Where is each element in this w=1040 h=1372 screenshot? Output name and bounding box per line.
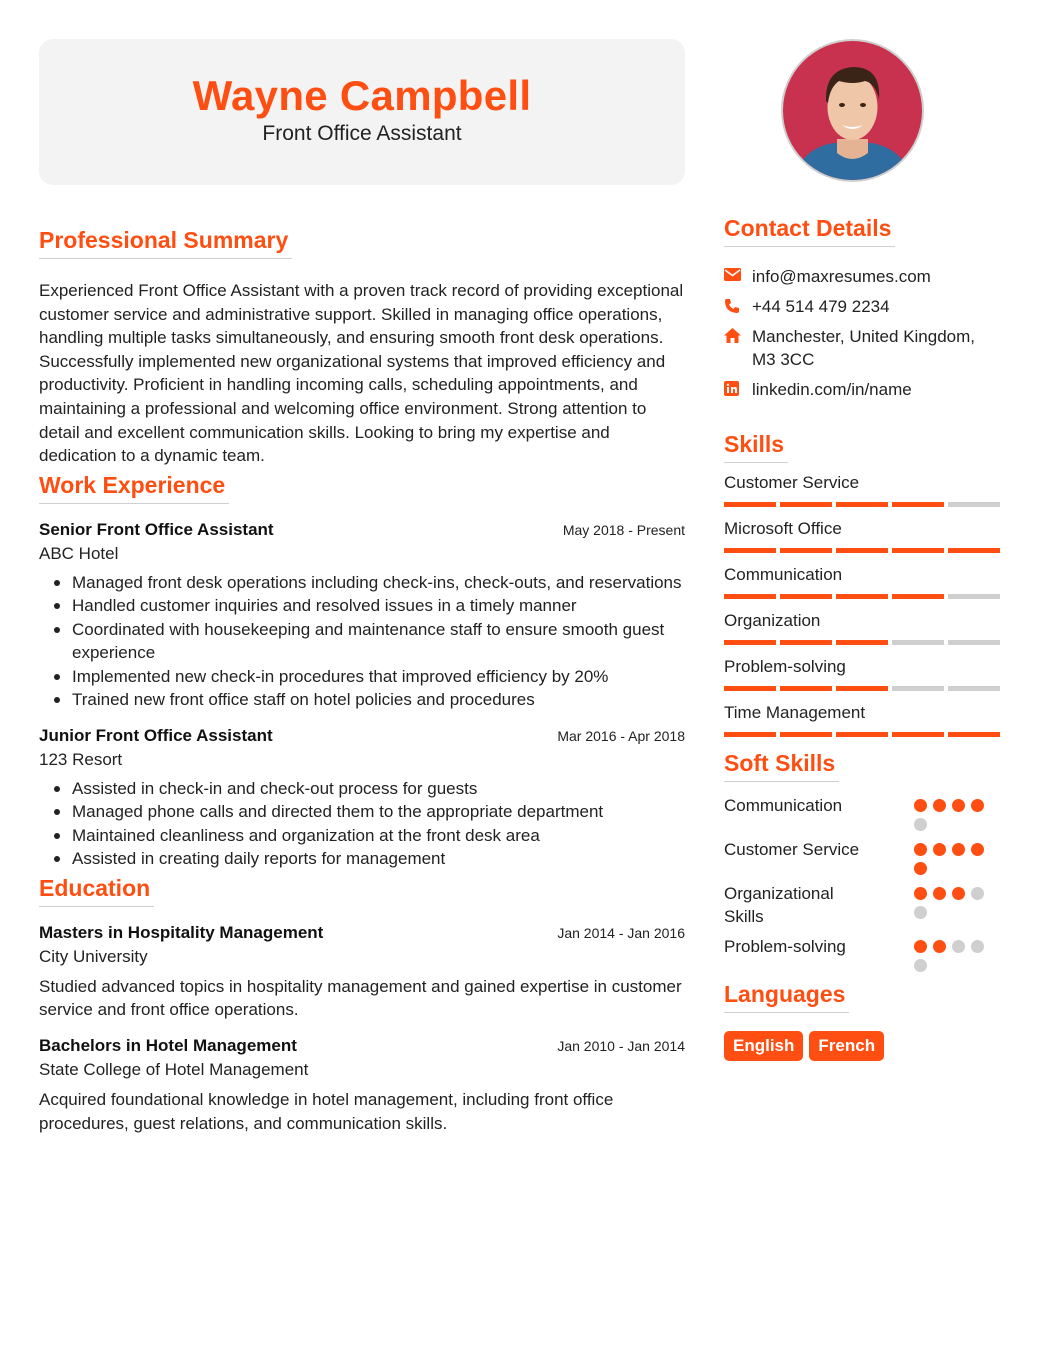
- skill-level-segment: [724, 640, 776, 645]
- skill-name: Communication: [724, 565, 843, 584]
- skill-name: Customer Service: [724, 473, 860, 492]
- rating-dot: [952, 799, 965, 812]
- list-item: Assisted in creating daily reports for management: [39, 847, 685, 871]
- skill-level-segment: [892, 686, 944, 691]
- contact-email: [724, 265, 1000, 288]
- skill-level-segment: [948, 686, 1000, 691]
- rating-dot: [914, 959, 927, 972]
- rating-dot: [914, 843, 927, 856]
- soft-skill-item: [724, 935, 1000, 972]
- skill-level-segment: [892, 548, 944, 553]
- skill-item: [724, 656, 1000, 691]
- education-entry: [39, 921, 685, 1022]
- rating-dot: [933, 799, 946, 812]
- job-role: Junior Front Office Assistant: [39, 725, 273, 745]
- skill-level-segment: [892, 640, 944, 645]
- skill-level-segment: [836, 548, 888, 553]
- rating-dot: [933, 843, 946, 856]
- skill-level-segment: [892, 732, 944, 737]
- skill-level-segment: [780, 594, 832, 599]
- linkedin-icon: [724, 378, 752, 396]
- candidate-name: Wayne Campbell: [192, 72, 532, 119]
- soft-skill-item: [724, 882, 1000, 928]
- list-item: Maintained cleanliness and organization at the front desk area: [39, 824, 685, 848]
- soft-skill-item: [724, 794, 1000, 831]
- skill-level-segment: [724, 732, 776, 737]
- skill-item: [724, 702, 1000, 737]
- address-line-1: Manchester, United Kingdom,: [752, 327, 976, 346]
- skill-level-segment: [892, 502, 944, 507]
- degree-name: Masters in Hospitality Management: [39, 922, 324, 942]
- soft-skill-item: [724, 838, 1000, 875]
- skill-level-bar: [724, 502, 1000, 507]
- home-icon: [724, 325, 752, 343]
- rating-dot: [952, 843, 965, 856]
- header-box: [39, 39, 685, 185]
- education-dates: Jan 2010 - Jan 2014: [557, 1037, 685, 1054]
- skill-level-segment: [836, 594, 888, 599]
- skill-level-segment: [780, 732, 832, 737]
- list-item: Trained new front office staff on hotel policies and procedures: [39, 688, 685, 712]
- skill-level-segment: [948, 594, 1000, 599]
- list-item: Coordinated with housekeeping and maintenance staff to ensure smooth guest experience: [39, 618, 685, 665]
- skill-level-segment: [724, 594, 776, 599]
- soft-skill-rating: [914, 882, 1000, 919]
- education-dates: Jan 2014 - Jan 2016: [557, 924, 685, 941]
- skill-level-segment: [836, 502, 888, 507]
- job-bullets: [39, 777, 685, 871]
- soft-skill-rating: [914, 838, 1000, 875]
- rating-dot: [914, 906, 927, 919]
- skill-level-segment: [836, 640, 888, 645]
- skill-level-segment: [724, 548, 776, 553]
- list-item: Assisted in check-in and check-out process for guests: [39, 777, 685, 801]
- job-dates: May 2018 - Present: [562, 521, 685, 538]
- experience-heading: Work Experience: [39, 470, 229, 504]
- rating-dot: [971, 843, 984, 856]
- soft-skill-name: Customer Service: [724, 840, 860, 859]
- skill-name: Microsoft Office: [724, 519, 842, 538]
- skill-level-segment: [724, 502, 776, 507]
- soft-skill-name: Organizational Skills: [724, 884, 834, 926]
- skill-level-segment: [780, 686, 832, 691]
- skill-level-segment: [948, 502, 1000, 507]
- skill-level-segment: [836, 686, 888, 691]
- avatar: [781, 39, 924, 182]
- rating-dot: [971, 940, 984, 953]
- education-heading: Education: [39, 873, 154, 907]
- education-description: Studied advanced topics in hospitality management and gained expertise in customer service and front office operations.: [39, 976, 682, 1020]
- skills-heading: Skills: [724, 429, 788, 463]
- job-entry: [39, 724, 685, 871]
- soft-skill-name: Communication: [724, 796, 843, 815]
- contact-heading: Contact Details: [724, 213, 895, 247]
- school-name: City University: [39, 946, 148, 966]
- list-item: Implemented new check-in procedures that improved efficiency by 20%: [39, 665, 685, 689]
- skill-level-segment: [780, 548, 832, 553]
- skill-level-segment: [724, 686, 776, 691]
- skill-item: [724, 472, 1000, 507]
- degree-name: Bachelors in Hotel Management: [39, 1035, 297, 1055]
- language-tag: French: [809, 1031, 884, 1061]
- skill-level-segment: [948, 640, 1000, 645]
- contact-list: [724, 265, 1000, 401]
- skill-level-bar: [724, 686, 1000, 691]
- candidate-title: Front Office Assistant: [262, 122, 462, 145]
- soft-skills-heading: Soft Skills: [724, 748, 839, 782]
- skill-name: Problem-solving: [724, 657, 846, 676]
- soft-skills-list: [724, 794, 1000, 972]
- skill-level-segment: [948, 732, 1000, 737]
- summary-text: Experienced Front Office Assistant with a proven track record of providing exceptional customer service and administrative support. Skilled in managing office operations, handling multiple tasks simultaneously, and ensuring smooth front desk operations. Successfully implemented new organizational systems that improved efficiency and productivity. Proficient in handling incoming calls, scheduling appointments, and maintaining a professional and welcoming office environment. Strong attention to detail and excellent communication skills. Looking to bring my expertise and dedication to a dynamic team.: [39, 281, 684, 466]
- list-item: Managed front desk operations including check-ins, check-outs, and reservations: [39, 571, 685, 595]
- contact-phone: [724, 295, 1000, 318]
- rating-dot: [933, 940, 946, 953]
- skill-name: Time Management: [724, 703, 866, 722]
- skill-name: Organization: [724, 611, 821, 630]
- rating-dot: [914, 887, 927, 900]
- languages-list: [724, 1031, 1000, 1061]
- rating-dot: [952, 940, 965, 953]
- school-name: State College of Hotel Management: [39, 1059, 309, 1079]
- education-entry: [39, 1034, 685, 1135]
- list-item: Managed phone calls and directed them to the appropriate department: [39, 800, 685, 824]
- address-line-2: M3 3CC: [752, 350, 815, 369]
- rating-dot: [914, 862, 927, 875]
- skill-level-segment: [892, 594, 944, 599]
- job-entry: [39, 518, 685, 712]
- skill-level-bar: [724, 548, 1000, 553]
- list-item: Handled customer inquiries and resolved issues in a timely manner: [39, 594, 685, 618]
- skill-level-segment: [948, 548, 1000, 553]
- job-company: ABC Hotel: [39, 543, 119, 563]
- phone-icon: [724, 295, 752, 314]
- envelope-icon: [724, 265, 752, 281]
- job-bullets: [39, 571, 685, 712]
- skill-level-segment: [836, 732, 888, 737]
- job-company: 123 Resort: [39, 749, 123, 769]
- soft-skill-name: Problem-solving: [724, 937, 846, 956]
- skill-level-bar: [724, 640, 1000, 645]
- email-text[interactable]: info@maxresumes.com: [752, 267, 931, 286]
- rating-dot: [933, 887, 946, 900]
- language-tag: English: [724, 1031, 803, 1061]
- main-column: [39, 39, 685, 1135]
- rating-dot: [914, 818, 927, 831]
- job-role: Senior Front Office Assistant: [39, 519, 274, 539]
- profile-photo-icon: [783, 41, 922, 180]
- rating-dot: [971, 887, 984, 900]
- skill-item: [724, 610, 1000, 645]
- skill-level-bar: [724, 594, 1000, 599]
- skills-list: [724, 472, 1000, 737]
- education-description: Acquired foundational knowledge in hotel management, including front office procedures, guest relations, and communication skills.: [39, 1089, 614, 1133]
- contact-linkedin: [724, 378, 1000, 401]
- skill-item: [724, 518, 1000, 553]
- contact-address: [724, 325, 1000, 371]
- linkedin-text[interactable]: linkedin.com/in/name: [752, 380, 912, 399]
- rating-dot: [971, 799, 984, 812]
- soft-skill-rating: [914, 794, 1000, 831]
- skill-level-segment: [780, 640, 832, 645]
- soft-skill-rating: [914, 935, 1000, 972]
- address-text: [752, 325, 975, 371]
- rating-dot: [914, 940, 927, 953]
- rating-dot: [914, 799, 927, 812]
- rating-dot: [952, 887, 965, 900]
- job-dates: Mar 2016 - Apr 2018: [557, 727, 685, 744]
- skill-level-bar: [724, 732, 1000, 737]
- languages-heading: Languages: [724, 979, 849, 1013]
- skill-item: [724, 564, 1000, 599]
- skill-level-segment: [780, 502, 832, 507]
- summary-heading: Professional Summary: [39, 225, 292, 259]
- phone-text[interactable]: +44 514 479 2234: [752, 297, 890, 316]
